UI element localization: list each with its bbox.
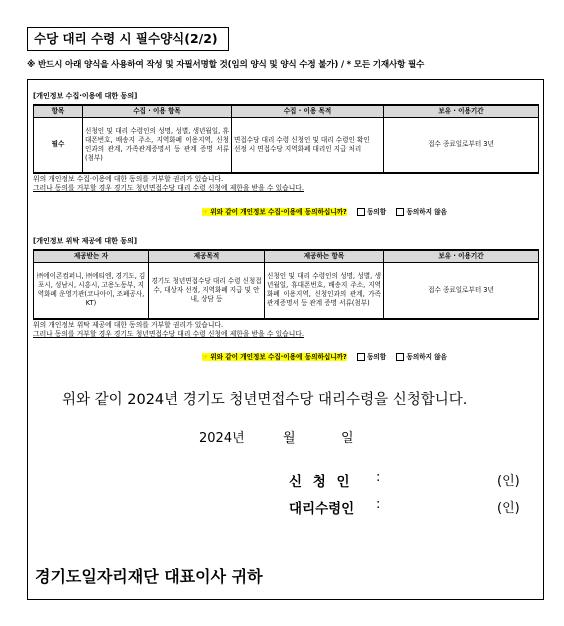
header-purpose: 수집 · 이용 목적	[232, 105, 384, 118]
date-year: 2024년	[199, 431, 245, 446]
section2-note2: 그러나 동의를 거부할 경우 경기도 청년면접수당 대리 수령 신청에 제한을 받을 수 있습니다.	[33, 330, 305, 338]
section1-question-highlight	[202, 208, 347, 216]
header-provide-items: 제공하는 항목	[265, 250, 384, 263]
cell-recipient: ㈜에이콘컴퍼니, ㈜에티엔, 경기도, 김포시, 성남시, 시흥시, 고용노동부, 지역화폐 운영기관(코나아이, 조폐공사, KT)	[34, 263, 149, 319]
addressee: 경기도일자리재단 대표이사 귀하	[35, 567, 263, 586]
header-recipient: 제공받는 자	[34, 250, 149, 263]
section1-question: 위와 같이 개인정보 수집·이용에 동의하십니까?	[210, 208, 347, 216]
section2-disagree-checkbox[interactable]	[396, 353, 404, 361]
section1-note1: 위의 개인정보 수집·이용에 대한 동의를 거부할 권리가 있습니다.	[33, 175, 224, 183]
header-collect: 수집 · 이용 항목	[83, 105, 232, 118]
section1-consent-row	[202, 206, 447, 216]
section1-disagree-checkbox[interactable]	[396, 208, 404, 216]
proxy-label: 대리수령인	[289, 501, 355, 517]
header-provide-purpose: 제공목적	[149, 250, 265, 263]
section2-agree-label: 동의함	[367, 353, 387, 361]
cell-provide-items: 신청인 및 대리 수령인의 성명, 성별, 생년월일, 휴대폰번호, 배송지 주소, 지역화폐 이용지역, 신청인과의 관계, 가족관계증명서 등 관계 증명 서류(첨부)	[265, 263, 384, 319]
section2-title: [개인정보 위탁 제공에 대한 동의]	[33, 237, 138, 245]
header-item: 항목	[34, 105, 83, 118]
pointing-hand-icon: ☞	[202, 353, 211, 361]
section1-agree-label: 동의함	[367, 208, 387, 216]
section2-question-highlight	[202, 353, 347, 361]
section1-disagree-label: 동의하지 않음	[406, 208, 447, 216]
section2-consent-row	[202, 351, 447, 361]
cell-period: 접수 종료일로부터 3년	[384, 118, 539, 173]
date-day: 일	[341, 431, 354, 446]
proxy-seal: (인)	[497, 501, 520, 516]
section2-note1: 위의 개인정보 위탁 제공에 대한 동의를 거부할 권리가 있습니다.	[33, 321, 224, 329]
instruction-notice: ※ 반드시 아래 양식을 사용하여 작성 및 자필서명할 것(임의 양식 및 양식 수정 불가) / * 모든 기재사항 필수	[27, 60, 425, 70]
section1-title: [개인정보 수집·이용에 대한 동의]	[33, 92, 138, 100]
pointing-hand-icon: ☞	[202, 208, 211, 216]
collection-consent-table	[33, 104, 539, 174]
date-month: 월	[283, 431, 296, 446]
header-provide-period: 보유 · 이용기간	[384, 250, 539, 263]
applicant-label: 신 청 인	[289, 474, 353, 490]
cell-purpose: 면접수당 대리 수령 신청인 및 대리 수령인 확인 선정 시 면접수당 지역화폐 대리인 지급 처리	[232, 118, 384, 173]
section2-question: 위와 같이 개인정보 수집·이용에 동의하십니까?	[210, 353, 347, 361]
proxy-colon: :	[376, 497, 381, 512]
entrustment-consent-table	[33, 249, 539, 320]
applicant-seal: (인)	[497, 474, 520, 489]
declaration-text: 위와 같이 2024년 경기도 청년면접수당 대리수령을 신청합니다.	[62, 392, 468, 408]
header-period: 보유 · 이용기간	[384, 105, 539, 118]
cell-collect: 신청인 및 대리 수령인의 성명, 성별, 생년월일, 휴대폰번호, 배송지 주소, 지역화폐 이용지역, 신청인과의 관계, 가족관계증명서 등 관계 증명 서류(첨부)	[83, 118, 232, 173]
section2-disagree-label: 동의하지 않음	[406, 353, 447, 361]
section1-agree-checkbox[interactable]	[357, 208, 365, 216]
applicant-colon: :	[376, 470, 381, 485]
section1-note2: 그러나 동의를 거부할 경우 경기도 청년면접수당 대리 수령 신청에 제한을 받을 수 있습니다.	[33, 184, 305, 192]
cell-provide-purpose: 경기도 청년면접수당 대리 수령 신청접수, 대상자 선정, 지역화폐 지급 및 안내, 상담 등	[149, 263, 265, 319]
cell-item: 필수	[34, 118, 83, 173]
section2-agree-checkbox[interactable]	[357, 353, 365, 361]
cell-provide-period: 접수 종료일로부터 3년	[384, 263, 539, 319]
form-title: 수당 대리 수령 시 필수양식(2/2)	[27, 27, 229, 51]
